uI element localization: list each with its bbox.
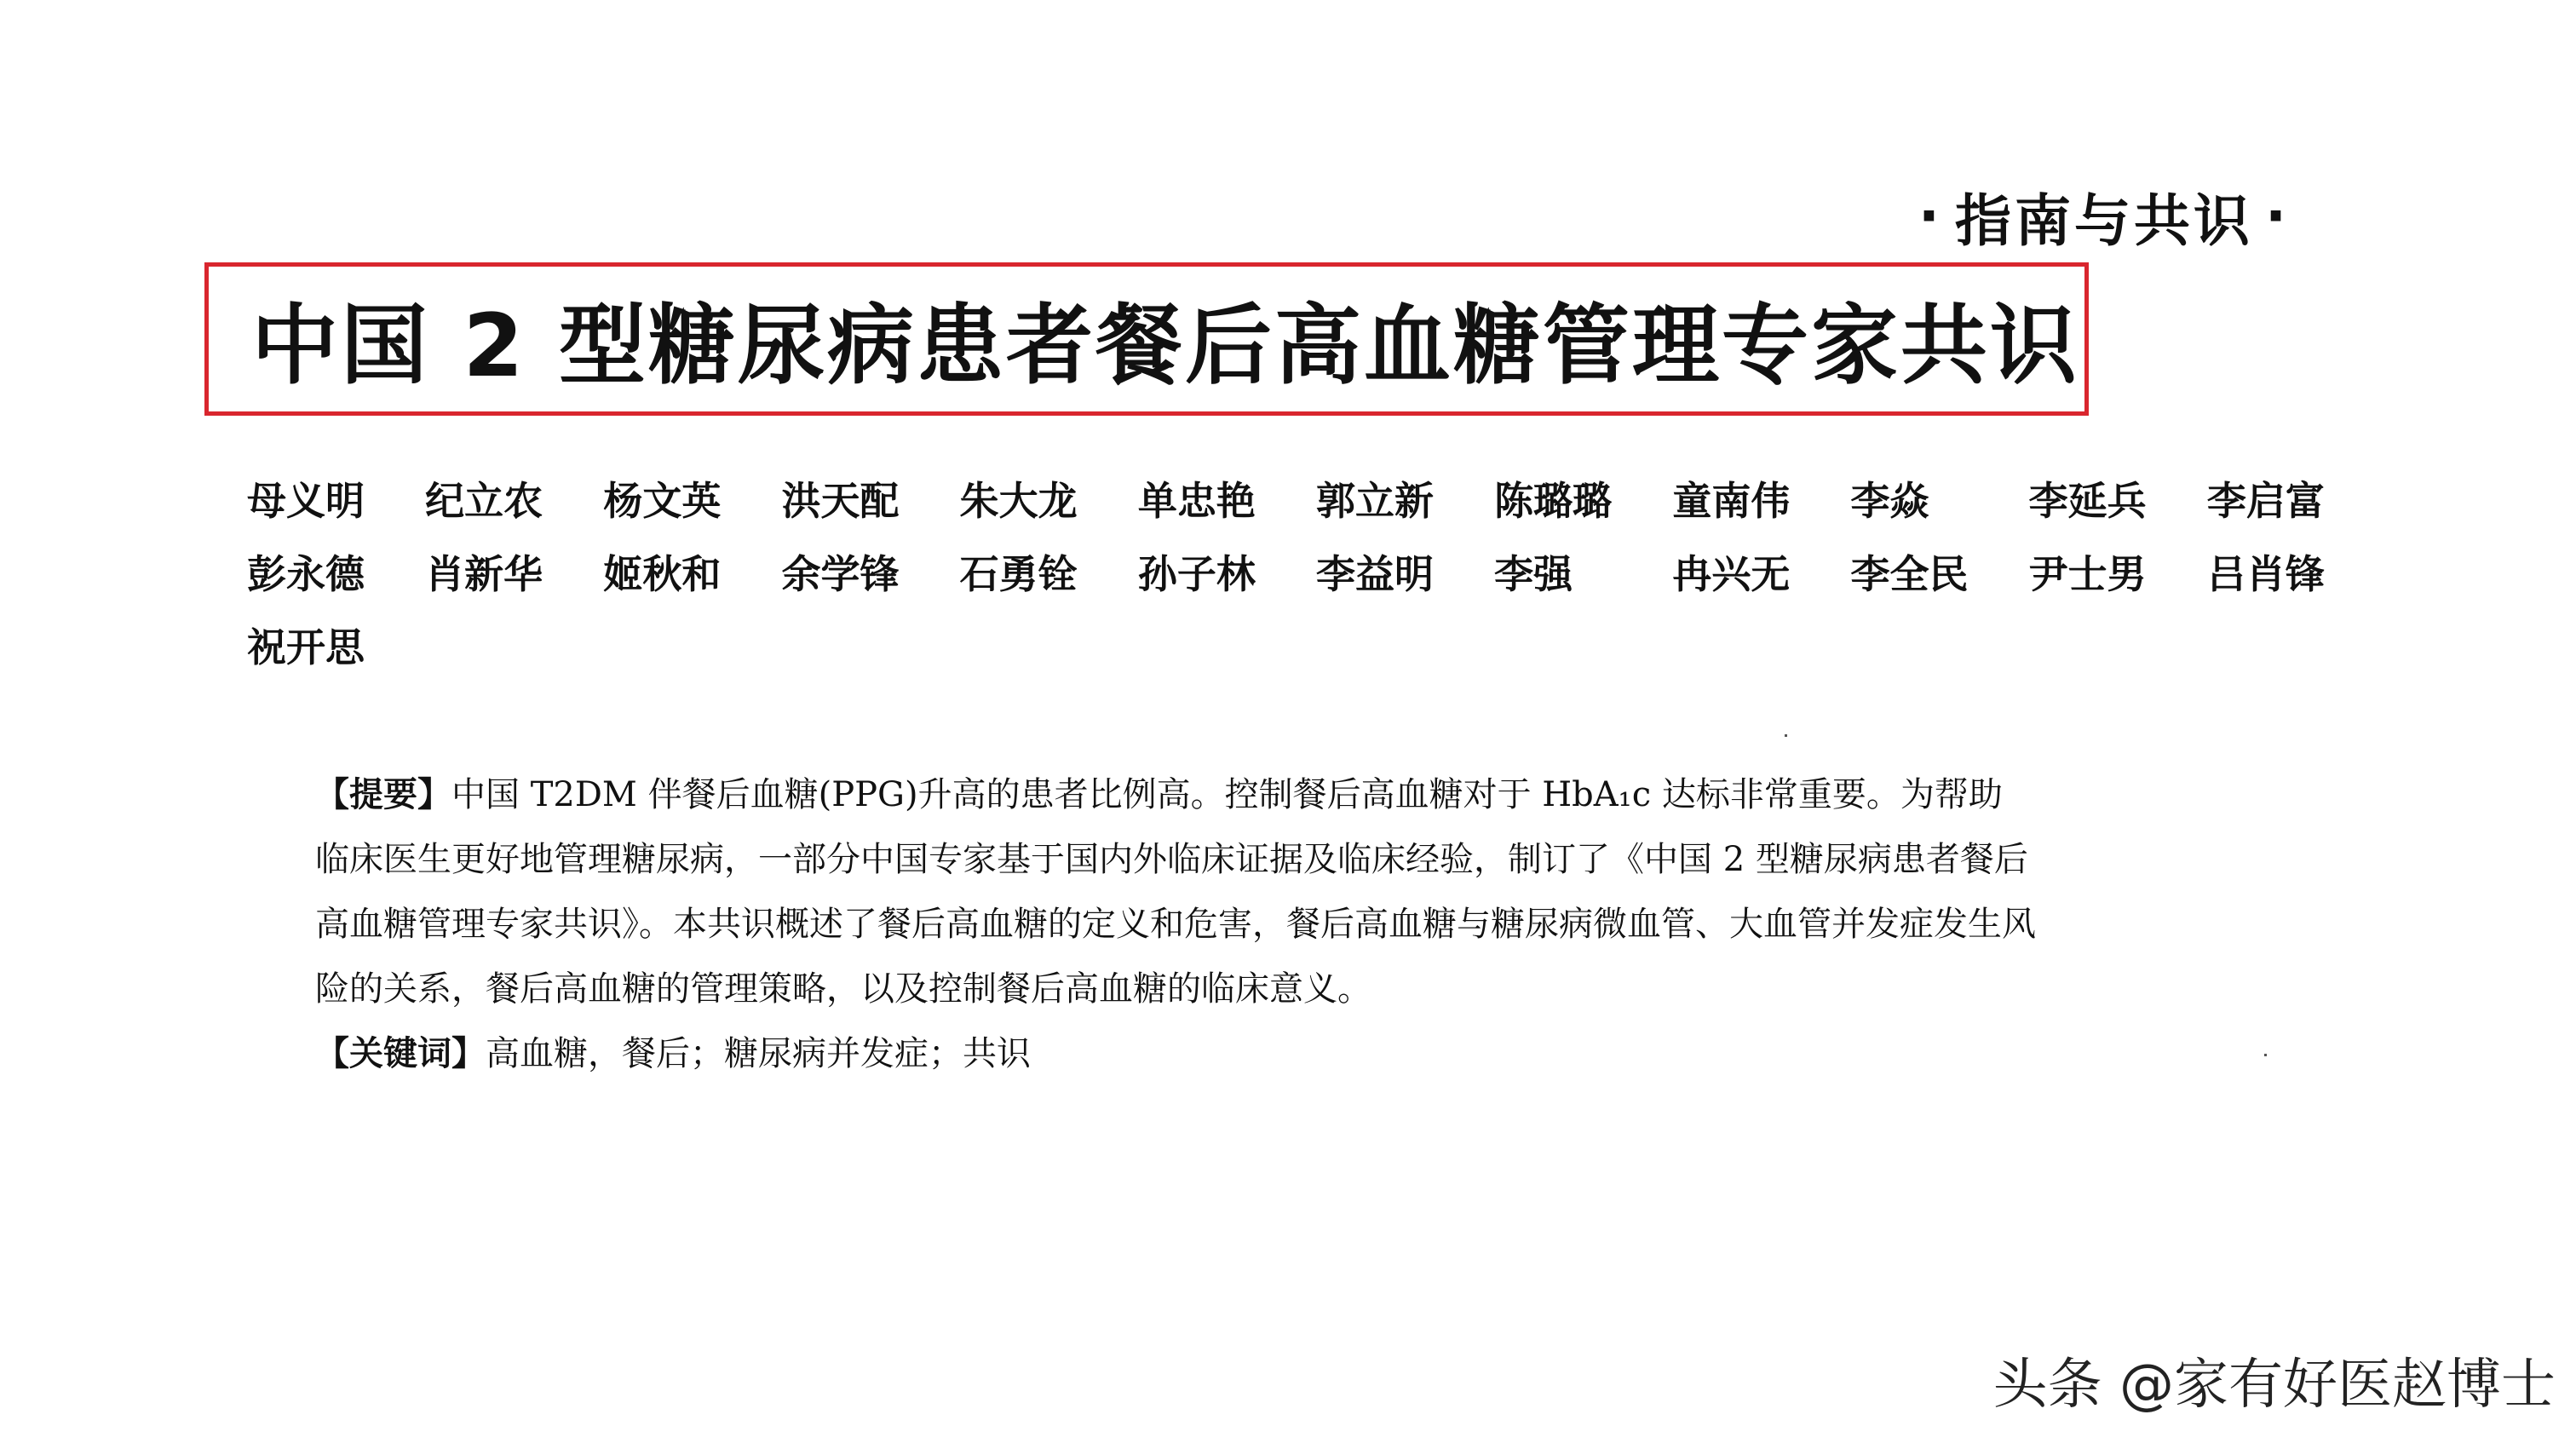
author-name: 彭永德: [247, 551, 365, 597]
section-label: [1797, 169, 2411, 262]
author-name: 纪立农: [425, 478, 543, 524]
keywords-label: 【关键词】: [315, 1034, 486, 1073]
author-name: 李强: [1494, 551, 1573, 597]
section-label-text: 指南与共识: [1955, 187, 2253, 254]
author-name: 洪天配: [781, 478, 900, 524]
abstract-paragraph: [247, 762, 2036, 1021]
abstract-section: [247, 762, 2036, 1086]
author-name: 余学锋: [781, 551, 900, 597]
author-name: 李启富: [2206, 478, 2325, 524]
author-name: 祝开思: [247, 624, 365, 670]
bullet-dot-left: ·: [1918, 182, 1943, 249]
author-name: 李焱: [1850, 478, 1929, 524]
author-name: 孙子林: [1137, 551, 1256, 597]
author-name: 吕肖锋: [2206, 551, 2325, 597]
author-name: 肖新华: [425, 551, 543, 597]
author-name: 李益明: [1316, 551, 1434, 597]
author-name: 李延兵: [2028, 478, 2147, 524]
author-name: 陈璐璐: [1494, 478, 1613, 524]
author-name: 单忠艳: [1137, 478, 1256, 524]
author-name: 朱大龙: [959, 478, 1078, 524]
watermark: 头条 @家有好医赵博士: [1992, 1354, 2556, 1417]
abstract-text: 中国 T2DM 伴餐后血糖(PPG)升高的患者比例高。控制餐后高血糖对于 HbA₁c 达标非常重要。为帮助临床医生更好地管理糖尿病，一部分中国专家基于国内外临床证据及临床经验，制订了《中国 2 型糖尿病患者餐后高血糖管理专家共识》。本共识概述了餐后高血糖的定义和危害，餐后高血糖与糖尿病微血管、大血管并发症发生风险的关系，餐后高血糖的管理策略，以及控制餐后高血糖的临床意义。: [315, 775, 2036, 1009]
author-name: 姬秋和: [603, 551, 722, 597]
author-name: 郭立新: [1316, 478, 1434, 524]
abstract-label: 【提要】: [315, 775, 451, 814]
paper-title: 中国 2 型糖尿病患者餐后高血糖管理专家共识: [251, 296, 2079, 397]
author-name: 石勇铨: [959, 551, 1078, 597]
author-name: 童南伟: [1672, 478, 1791, 524]
bullet-dot-right: ·: [2265, 182, 2291, 249]
scan-speck: [2264, 1054, 2267, 1056]
author-name: 杨文英: [603, 478, 722, 524]
author-name: 母义明: [247, 478, 365, 524]
author-name: 李全民: [1850, 551, 1969, 597]
keywords-text: 高血糖，餐后；糖尿病并发症；共识: [486, 1034, 1031, 1073]
author-name: 冉兴无: [1672, 551, 1791, 597]
author-list: [247, 473, 2385, 676]
author-name: 尹士男: [2028, 551, 2147, 597]
keywords-paragraph: [247, 1021, 2036, 1086]
title-highlight-box: [204, 262, 2089, 416]
scan-speck: [1785, 734, 1787, 737]
